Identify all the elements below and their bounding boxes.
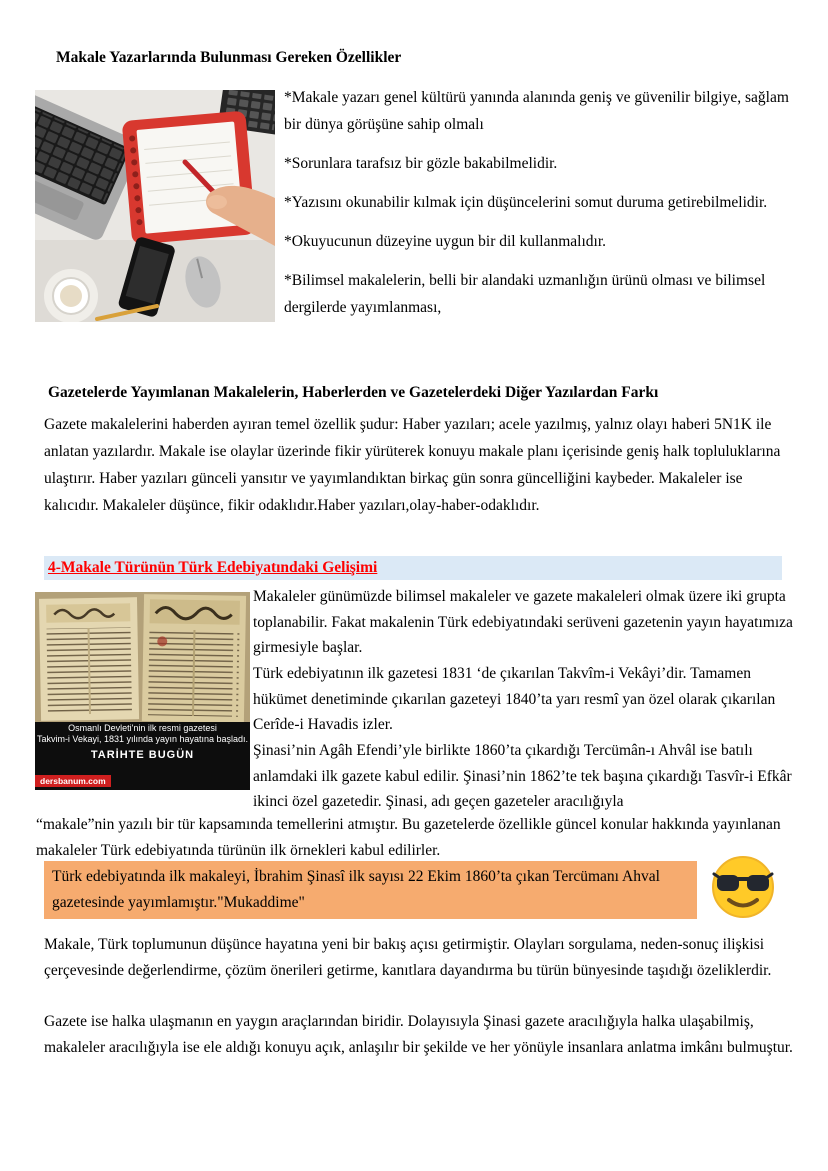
section2-paragraph: Gazete makalelerini haberden ayıran temel özellik şudur: Haber yazıları; acele yazılmış, yalnız olayı haberi 5N1K ile anlatan yazılardır. Makale ise olaylar üzerinde fikir yürüterek konuyu makale planı içerisinde geniş halk topluluklarına ulaştırır. Haber yazıları günceli yansıtır ve yayımlandıktan birkaç gün sonra güncelliğini kaybeder. Makaleler ise kalıcıdır. Makaleler düşünce, fikir odaklıdır.Haber yazıları,olay-haber-odaklıdır. (44, 416, 781, 514)
highlight-box (44, 861, 697, 919)
newspaper-caption-line1: Osmanlı Devleti'nin ilk resmi gazetesi (68, 723, 217, 733)
section3-title: 4-Makale Türünün Türk Edebiyatındaki Gelişimi (48, 559, 378, 576)
bullet-item: *Okuyucunun düzeyine uygun bir dil kullanmalıdır. (284, 233, 607, 250)
section1-title: Makale Yazarlarında Bulunması Gereken Özellikler (56, 49, 402, 66)
bullet-item: *Sorunlara tarafsız bir gözle bakabilmelidir. (284, 155, 558, 172)
section2-title: Gazetelerde Yayımlanan Makalelerin, Haberlerden ve Gazetelerdeki Diğer Yazılardan Farkı (48, 384, 659, 401)
sunglasses-emoji-icon (711, 855, 775, 919)
section3-paragraph: Türk edebiyatının ilk gazetesi 1831 ‘de çıkarılan Takvîm-i Vekâyi’dir. Tamamen hükümet denetiminde çıkarılan gazeteyi 1840’ta yarı resmî yan özel olarak çıkarılan Cerîde-i Havadis izler. (253, 665, 776, 733)
highlight-text: Türk edebiyatında ilk makaleyi, İbrahim Şinasî ilk sayısı 22 Ekim 1860’ta çıkan Tercümanı Ahval gazetesinde yayımlamıştır."Mukaddime" (52, 868, 660, 911)
section3-paragraph: Şinasi’nin Agâh Efendi’yle birlikte 1860’ta çıkardığı Tercümân-ı Ahvâl ise batılı anlamdaki ilk gazete kabul edilir. Şinasi’nin 1862’te tek başına çıkardığı Tasvîr-i Efkâr ikinci özel gazetedir. Şinasi, adı geçen gazeteler aracılığıyla (253, 742, 792, 810)
newspaper-badge: TARİHTE BUGÜN (90, 749, 195, 761)
desk-photo (35, 90, 275, 322)
newspaper-photo (35, 592, 250, 790)
section3-paragraph-continuation: “makale”nin yazılı bir tür kapsamında temellerini atmıştır. Bu gazetelerde özellikle güncel konular hakkında yayınlanan makaleler Türk edebiyatında türünün ilk örnekleri kabul edilirler. (36, 816, 781, 859)
bullet-item: *Bilimsel makalelerin, belli bir alandaki uzmanlığın ürünü olması ve bilimsel dergilerde yayımlanması, (284, 272, 766, 316)
bullet-item: *Makale yazarı genel kültürü yanında alanında geniş ve güvenilir bilgiye, sağlam bir dünya görüşüne sahip olmalı (284, 89, 789, 133)
newspaper-site-tag: dersbanum.com (35, 775, 111, 787)
bullet-item: *Yazısını okunabilir kılmak için düşüncelerini somut duruma getirebilmelidir. (284, 194, 768, 211)
newspaper-caption-line2: Takvim-i Vekayi, 1831 yılında yayın hayatına başladı. (36, 734, 249, 744)
closing-paragraph-2: Gazete ise halka ulaşmanın en yaygın araçlarından biridir. Dolayısıyla Şinasi gazete aracılığıyla halka ulaşabilmiş, makaleler aracılığıyla ise ele aldığı konuyu açık, anlaşılır bir şekilde ve her yönüyle insanlara anlatma imkânı bulmuştur. (44, 1013, 793, 1056)
bullet-list (284, 84, 792, 333)
section3-heading-bar (44, 556, 782, 580)
closing-paragraph-1: Makale, Türk toplumunun düşünce hayatına yeni bir bakış açısı getirmiştir. Olayları sorgulama, neden-sonuç ilişkisi çerçevesinde değerlendirme, çözüm önerileri getirme, kanıtlara dayandırma bu türün bünyesinde taşıdığı özeliklerdir. (44, 936, 772, 979)
desk-photo-illustration (35, 90, 275, 322)
section3-paragraph: Makaleler günümüzde bilimsel makaleler ve gazete makaleleri olmak üzere iki grupta toplanabilir. Fakat makalenin Türk edebiyatındaki serüveni gazetenin yayın hayatımıza girmesiyle başlar. (253, 588, 793, 656)
newspaper-caption (35, 723, 250, 790)
